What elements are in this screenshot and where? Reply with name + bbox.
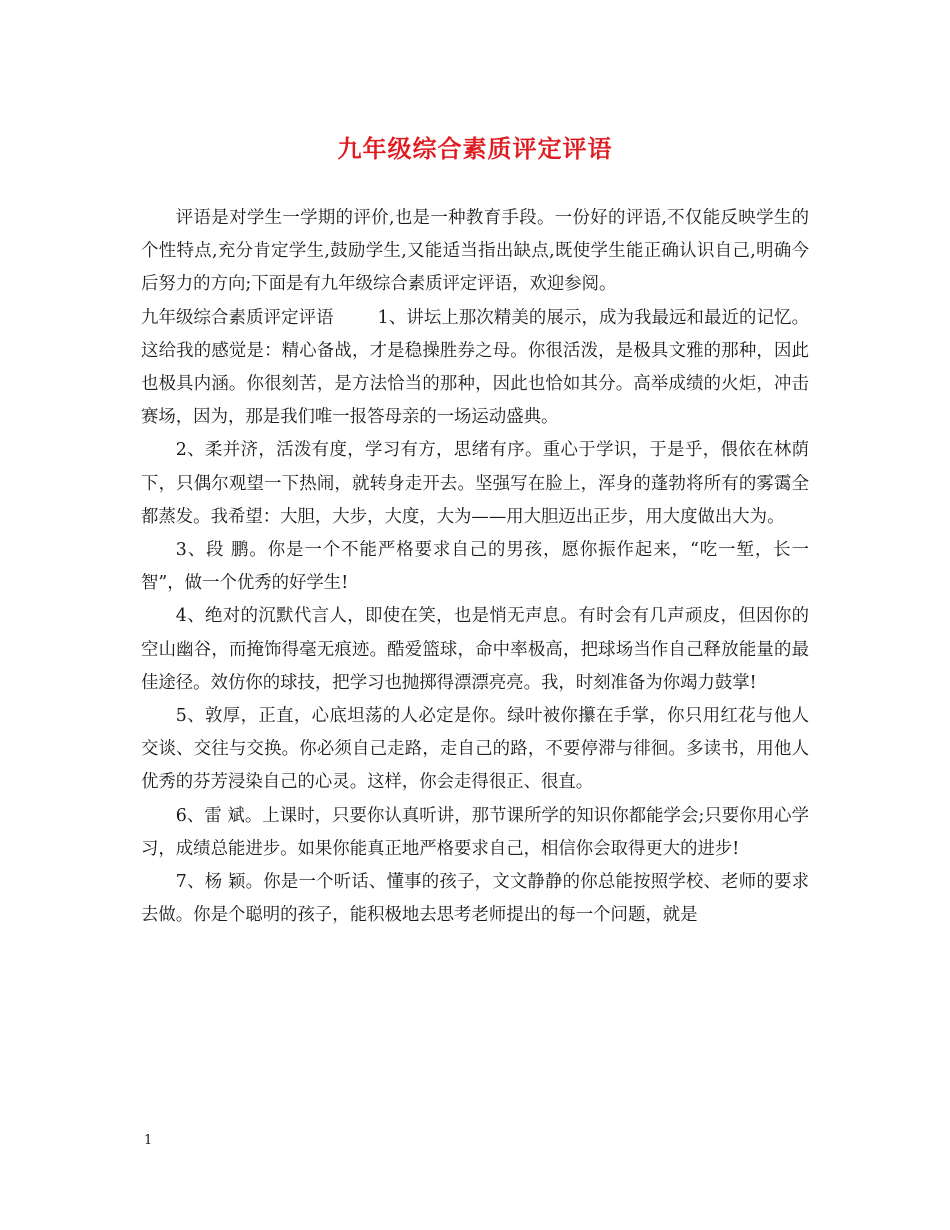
intro-paragraph: 评语是对学生一学期的评价,也是一种教育手段。一份好的评语,不仅能反映学生的个性特点,充分肯定学生,鼓励学生,又能适当指出缺点,既使学生能正确认识自己,明确今后努力的方向;下面是有九年级综合素质评定评语，欢迎参阅。 (141, 208, 809, 295)
document-title: 九年级综合素质评定评语 (337, 134, 613, 163)
comment-1: 1、讲坛上那次精美的展示，成为我最远和最近的记忆。这给我的感觉是：精心备战，才是稳操胜券之母。你很活泼，是极具文雅的那种，因此也极具内涵。你很刻苦，是方法恰当的那种，因此也恰如其分。高举成绩的火炬，冲击赛场，因为，那是我们唯一报答母亲的一场运动盛典。 (141, 307, 809, 428)
first-comment-paragraph (141, 302, 809, 435)
comment-6: 6、雷 斌。上课时，只要你认真听讲，那节课所学的知识你都能学会;只要你用心学习，成绩总能进步。如果你能真正地严格要求自己，相信你会取得更大的进步! (141, 805, 809, 859)
comment-5: 5、敦厚，正直，心底坦荡的人必定是你。绿叶被你攥在手掌，你只用红花与他人交谈、交往与交换。你必须自己走路，走自己的路，不要停滞与徘徊。多读书，用他人优秀的芬芳浸染自己的心灵。这样，你会走得很正、很直。 (141, 706, 809, 793)
comment-7: 7、杨 颖。你是一个听话、懂事的孩子，文文静静的你总能按照学校、老师的要求去做。你是个聪明的孩子，能积极地去思考老师提出的每一个问题，就是 (141, 872, 809, 926)
comment-2: 2、柔并济，活泼有度，学习有方，思绪有序。重心于学识，于是乎，偎依在林荫下，只偶尔观望一下热闹，就转身走开去。坚强写在脸上，浑身的蓬勃将所有的雾霭全都蒸发。我希望：大胆，大步，大度，大为——用大胆迈出正步，用大度做出大为。 (141, 440, 809, 527)
document-body (141, 202, 809, 932)
comment-3: 3、段 鹏。你是一个不能严格要求自己的男孩，愿你振作起来，“吃一堑，长一智”，做一个优秀的好学生! (141, 540, 809, 594)
comment-4: 4、绝对的沉默代言人，即使在笑，也是悄无声息。有时会有几声顽皮，但因你的空山幽谷，而掩饰得毫无痕迹。酷爱篮球，命中率极高，把球场当作自己释放能量的最佳途径。效仿你的球技，把学习也抛掷得漂漂亮亮。我，时刻准备为你竭力鼓掌! (141, 606, 809, 693)
page-number: 1 (144, 1133, 153, 1148)
section-heading: 九年级综合素质评定评语 (141, 307, 334, 328)
